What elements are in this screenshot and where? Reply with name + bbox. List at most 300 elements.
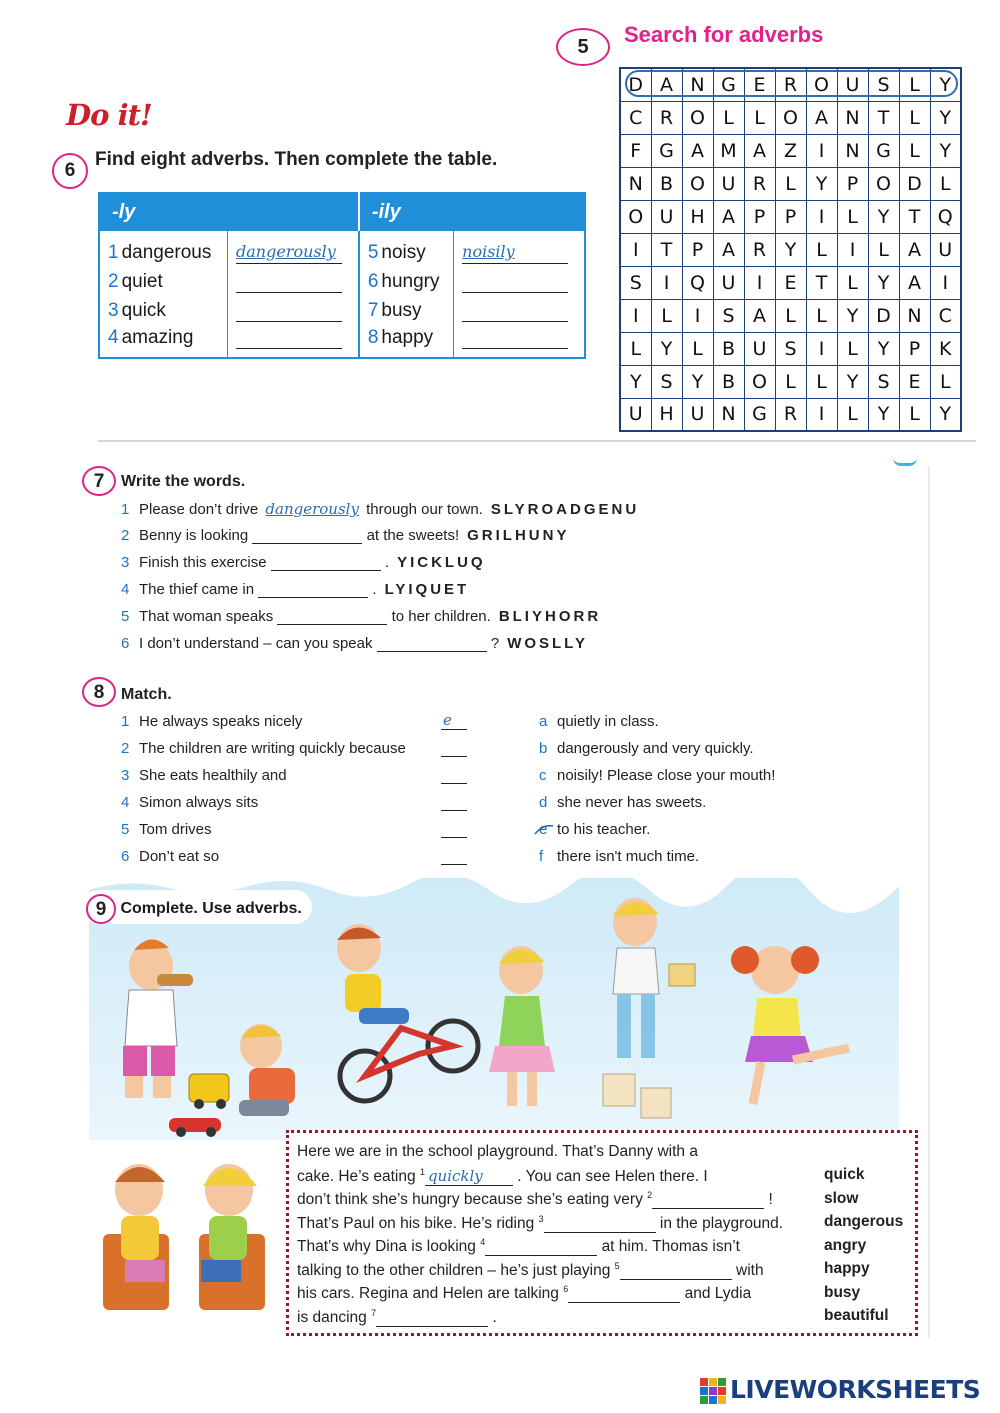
wordsearch-cell[interactable]: U xyxy=(744,332,775,365)
word-bank-item: angry xyxy=(824,1236,867,1254)
wordsearch-cell[interactable]: I xyxy=(806,134,837,167)
wordsearch-cell[interactable]: L xyxy=(806,299,837,332)
match-left-item xyxy=(121,713,302,730)
wordsearch-cell[interactable]: L xyxy=(930,167,961,200)
wordsearch-cell[interactable]: U xyxy=(713,266,744,299)
wordsearch-cell[interactable]: U xyxy=(620,398,651,431)
match-answer-input[interactable] xyxy=(441,768,467,784)
wordsearch-row xyxy=(620,101,961,134)
sentence-end: dangerously and very quickly. xyxy=(557,740,754,757)
scrambled-word: SLYROADGENU xyxy=(490,501,640,518)
answer-input[interactable] xyxy=(252,528,362,544)
page-corner-decoration xyxy=(893,458,917,466)
scrambled-word: BLIYHORR xyxy=(498,608,602,625)
wordsearch-cell[interactable]: E xyxy=(744,68,775,101)
adverb-table-row xyxy=(99,325,585,358)
exercise-7-title: Write the words. xyxy=(121,473,246,490)
word-bank-item: beautiful xyxy=(824,1307,889,1324)
wordsearch-cell[interactable]: Y xyxy=(868,266,899,299)
wordsearch-cell[interactable]: Y xyxy=(930,134,961,167)
wordsearch-cell[interactable]: L xyxy=(620,332,651,365)
item-number: 6 xyxy=(121,635,130,652)
wordsearch-cell[interactable]: L xyxy=(651,299,682,332)
wordsearch-cell[interactable]: I xyxy=(651,266,682,299)
adjective: dangerous xyxy=(121,242,212,263)
wordsearch-cell[interactable]: T xyxy=(806,266,837,299)
item-number: 6 xyxy=(367,270,379,292)
adjective-cell xyxy=(359,296,454,325)
wordsearch-cell[interactable]: I xyxy=(806,200,837,233)
word-bank-item: quick xyxy=(824,1166,865,1183)
story-text: That’s why Dina is looking xyxy=(297,1238,476,1256)
sentence-end: to her children. xyxy=(391,608,491,625)
adverb-table xyxy=(98,192,586,359)
match-left-item xyxy=(121,821,212,838)
answer-input[interactable] xyxy=(236,271,342,293)
sentence-start: Finish this exercise xyxy=(139,554,267,571)
sentence-start: The thief came in xyxy=(139,581,255,598)
wordsearch-cell[interactable]: G xyxy=(744,398,775,431)
adjective-cell xyxy=(99,296,228,325)
wordsearch-cell[interactable]: R xyxy=(775,398,806,431)
wordsearch-title: Search for adverbs xyxy=(624,22,824,47)
wordsearch-cell[interactable]: Y xyxy=(806,167,837,200)
wordsearch-row xyxy=(620,200,961,233)
wordsearch-cell[interactable]: N xyxy=(837,101,868,134)
wordsearch-cell[interactable]: A xyxy=(899,233,930,266)
wordsearch-cell[interactable]: I xyxy=(837,233,868,266)
item-letter: d xyxy=(539,794,548,811)
adjective-cell xyxy=(359,231,454,267)
wordsearch-cell[interactable]: O xyxy=(806,68,837,101)
wordsearch-cell[interactable]: S xyxy=(775,332,806,365)
gap-answer-input[interactable] xyxy=(544,1217,656,1233)
item-letter: b xyxy=(539,740,548,757)
match-answer-input[interactable] xyxy=(441,795,467,811)
gap-number: 1 xyxy=(419,1166,425,1177)
wordsearch-grid[interactable] xyxy=(619,67,962,432)
wordsearch-cell[interactable]: N xyxy=(837,134,868,167)
wordsearch-cell[interactable]: M xyxy=(713,134,744,167)
sentence-start: Tom drives xyxy=(139,821,212,838)
wordsearch-cell[interactable]: L xyxy=(775,167,806,200)
story-text: talking to the other children – he’s just playing xyxy=(297,1261,611,1279)
story-text: . xyxy=(492,1308,497,1326)
match-answer-input[interactable] xyxy=(441,849,467,865)
wordsearch-cell[interactable]: L xyxy=(899,134,930,167)
story-line xyxy=(297,1284,751,1303)
wordsearch-cell[interactable]: L xyxy=(713,101,744,134)
item-number: 2 xyxy=(121,740,130,757)
wordsearch-cell[interactable]: G xyxy=(868,134,899,167)
scrambled-word: GRILHUNY xyxy=(467,527,570,544)
story-text: his cars. Regina and Helen are talking xyxy=(297,1285,559,1303)
match-answer-text: e xyxy=(443,711,452,729)
word-bank-item: dangerous xyxy=(824,1213,904,1230)
wordsearch-cell[interactable]: L xyxy=(682,332,713,365)
wordsearch-cell[interactable]: I xyxy=(620,299,651,332)
story-line xyxy=(297,1214,783,1233)
wordsearch-cell[interactable]: U xyxy=(682,398,713,431)
answer-input[interactable] xyxy=(236,300,342,322)
answer-input[interactable]: noisily xyxy=(462,242,568,264)
wordsearch-cell[interactable]: O xyxy=(775,101,806,134)
wordsearch-cell[interactable]: S xyxy=(868,68,899,101)
adjective: hungry xyxy=(381,270,440,292)
item-number: 7 xyxy=(367,299,379,321)
wordsearch-cell[interactable]: B xyxy=(713,332,744,365)
write-words-item xyxy=(121,500,639,518)
answer-input[interactable] xyxy=(236,327,342,349)
adjective: happy xyxy=(381,327,434,348)
wordsearch-cell[interactable]: H xyxy=(651,398,682,431)
match-answer-input[interactable] xyxy=(441,741,467,757)
gap-number: 2 xyxy=(647,1190,653,1200)
wordsearch-cell[interactable]: N xyxy=(682,68,713,101)
match-right-item xyxy=(539,848,699,865)
wordsearch-cell[interactable]: Y xyxy=(837,299,868,332)
wordsearch-cell[interactable]: N xyxy=(620,167,651,200)
exercise-9-title: Complete. Use adverbs. xyxy=(120,900,302,917)
ily-column-header: -ily xyxy=(359,193,585,231)
answer-input[interactable]: dangerously xyxy=(265,500,359,518)
gap-number: 3 xyxy=(538,1213,544,1224)
gap-number: 6 xyxy=(563,1284,569,1294)
adjective: amazing xyxy=(121,327,194,348)
wordsearch-cell[interactable]: L xyxy=(775,299,806,332)
wordsearch-cell[interactable]: A xyxy=(744,299,775,332)
exercise-7-number: 7 xyxy=(82,466,116,496)
wordsearch-cell[interactable]: U xyxy=(930,233,961,266)
wordsearch-cell[interactable]: O xyxy=(682,101,713,134)
wordsearch-cell[interactable]: B xyxy=(713,365,744,398)
item-letter: c xyxy=(539,767,547,784)
answer-cell xyxy=(454,267,585,296)
wordsearch-cell[interactable]: S xyxy=(620,266,651,299)
match-left-item xyxy=(121,767,287,784)
wordsearch-cell[interactable]: P xyxy=(775,200,806,233)
wordsearch-cell[interactable]: R xyxy=(651,101,682,134)
wordsearch-cell[interactable]: S xyxy=(713,299,744,332)
item-number: 4 xyxy=(121,794,130,811)
match-right-item xyxy=(539,794,706,811)
wordsearch-cell[interactable]: L xyxy=(899,398,930,431)
wordsearch-cell[interactable]: O xyxy=(868,167,899,200)
wordsearch-cell[interactable]: P xyxy=(682,233,713,266)
item-letter: e xyxy=(539,821,548,838)
wordsearch-cell[interactable]: T xyxy=(899,200,930,233)
item-number: 5 xyxy=(121,608,130,625)
wordsearch-row xyxy=(620,134,961,167)
adjective-cell xyxy=(359,267,454,296)
sentence-start: Benny is looking xyxy=(139,527,249,544)
word-bank-item: slow xyxy=(824,1189,859,1207)
wordsearch-cell[interactable]: L xyxy=(775,365,806,398)
sentence-end: at the sweets! xyxy=(366,527,460,544)
wordsearch-row xyxy=(620,398,961,431)
answer-cell xyxy=(228,325,359,358)
gap-answer-input[interactable] xyxy=(652,1193,764,1209)
wordsearch-cell[interactable]: L xyxy=(930,365,961,398)
wordsearch-cell[interactable]: I xyxy=(682,299,713,332)
sentence-end: there isn't much time. xyxy=(557,848,700,865)
wordsearch-cell[interactable]: T xyxy=(651,233,682,266)
scrambled-word: LYIQUET xyxy=(384,581,470,598)
exercise-8-number: 8 xyxy=(82,677,116,707)
wordsearch-cell[interactable]: Q xyxy=(682,266,713,299)
sentence-start: Simon always sits xyxy=(139,794,259,811)
wordsearch-cell[interactable]: Y xyxy=(620,365,651,398)
wordsearch-cell[interactable]: O xyxy=(682,167,713,200)
wordsearch-row xyxy=(620,332,961,365)
sentence-start: That woman speaks xyxy=(139,608,274,625)
exercise-5-number: 5 xyxy=(556,28,610,66)
wordsearch-cell[interactable]: Y xyxy=(930,68,961,101)
answer-cell xyxy=(228,231,359,267)
wordsearch-cell[interactable]: Q xyxy=(930,200,961,233)
adjective: noisy xyxy=(381,242,426,263)
wordsearch-cell[interactable]: G xyxy=(651,134,682,167)
two-girls-talking-illustration xyxy=(89,1148,279,1338)
answer-cell xyxy=(454,231,585,267)
story-text: at him. Thomas isn’t xyxy=(601,1238,740,1256)
match-left-item xyxy=(121,794,258,811)
story-text: in the playground. xyxy=(659,1214,784,1232)
answer-input[interactable]: dangerously xyxy=(236,242,342,264)
item-number: 4 xyxy=(121,581,130,598)
wordsearch-cell[interactable]: U xyxy=(651,200,682,233)
exercise-8-title: Match. xyxy=(121,686,172,703)
sentence-end: quietly in class. xyxy=(557,713,659,730)
gap-number: 7 xyxy=(371,1307,377,1318)
wordsearch-cell[interactable]: L xyxy=(744,101,775,134)
answer-input[interactable] xyxy=(377,636,487,652)
wordsearch-cell[interactable]: I xyxy=(806,398,837,431)
item-number: 8 xyxy=(367,327,379,348)
answer-cell xyxy=(228,296,359,325)
match-right-item xyxy=(539,740,754,757)
adjective: quick xyxy=(121,299,166,321)
sentence-start: He always speaks nicely xyxy=(139,713,303,730)
ly-column-header: -ly xyxy=(99,193,359,231)
wordsearch-cell[interactable]: N xyxy=(899,299,930,332)
wordsearch-row xyxy=(620,167,961,200)
wordsearch-cell[interactable]: A xyxy=(806,101,837,134)
wordsearch-cell[interactable]: D xyxy=(899,167,930,200)
adverb-table-row xyxy=(99,296,585,325)
wordsearch-cell[interactable]: E xyxy=(775,266,806,299)
wordsearch-cell[interactable]: D xyxy=(868,299,899,332)
wordsearch-cell[interactable]: Y xyxy=(868,332,899,365)
wordsearch-cell[interactable]: T xyxy=(868,101,899,134)
sentence-start: The children are writing quickly because xyxy=(139,740,406,757)
answer-input[interactable] xyxy=(462,327,568,349)
wordsearch-cell[interactable]: Y xyxy=(837,365,868,398)
wordsearch-cell[interactable]: L xyxy=(899,101,930,134)
adjective-cell xyxy=(359,325,454,358)
wordsearch-cell[interactable]: A xyxy=(899,266,930,299)
match-answer-input[interactable] xyxy=(441,822,467,838)
wordsearch-cell[interactable]: L xyxy=(806,233,837,266)
answer-input[interactable] xyxy=(462,271,568,293)
story-text: . You can see Helen there. I xyxy=(517,1167,708,1185)
wordsearch-cell[interactable]: Y xyxy=(651,332,682,365)
wordsearch-cell[interactable]: Y xyxy=(930,398,961,431)
story-text: That’s Paul on his bike. He’s riding xyxy=(297,1214,535,1232)
item-number: 1 xyxy=(121,713,130,730)
wordsearch-cell[interactable]: C xyxy=(620,101,651,134)
story-text: ! xyxy=(768,1191,773,1209)
wordsearch-cell[interactable]: Y xyxy=(868,200,899,233)
sentence-start: Please don’t drive xyxy=(139,501,259,518)
story-text: is dancing xyxy=(297,1308,367,1326)
wordsearch-cell[interactable]: L xyxy=(806,365,837,398)
wordsearch-cell[interactable]: B xyxy=(651,167,682,200)
story-text: and Lydia xyxy=(684,1285,752,1303)
wordsearch-cell[interactable]: L xyxy=(837,398,868,431)
adjective-cell xyxy=(99,325,228,358)
item-number: 1 xyxy=(108,242,119,263)
match-right-item xyxy=(539,821,650,838)
exercise-6-number: 6 xyxy=(52,153,88,189)
wordsearch-row xyxy=(620,68,961,101)
wordsearch-cell[interactable]: O xyxy=(620,200,651,233)
wordsearch-cell[interactable]: F xyxy=(620,134,651,167)
scrambled-word: YICKLUQ xyxy=(397,554,486,571)
item-number: 2 xyxy=(121,527,130,544)
wordsearch-cell[interactable]: L xyxy=(837,200,868,233)
answer-cell xyxy=(228,267,359,296)
write-words-item xyxy=(121,554,486,571)
wordsearch-cell[interactable]: L xyxy=(837,332,868,365)
sentence-end: . xyxy=(384,554,390,571)
item-letter: a xyxy=(539,713,548,730)
wordsearch-cell[interactable]: O xyxy=(744,365,775,398)
answer-input[interactable] xyxy=(271,555,381,571)
wordsearch-cell[interactable]: R xyxy=(775,68,806,101)
story-text: with xyxy=(736,1261,764,1279)
wordsearch-cell[interactable]: Y xyxy=(775,233,806,266)
liveworksheets-logo-icon xyxy=(700,1376,728,1406)
adverb-table-row xyxy=(99,231,585,267)
item-number: 5 xyxy=(121,821,130,838)
wordsearch-cell[interactable]: U xyxy=(713,167,744,200)
wordsearch-cell[interactable]: Y xyxy=(930,101,961,134)
story-text: don’t think she’s hungry because she’s eating very xyxy=(297,1191,643,1209)
wordsearch-cell[interactable]: S xyxy=(868,365,899,398)
sentence-start: She eats healthily and xyxy=(139,767,287,784)
write-words-item xyxy=(121,635,588,652)
item-letter: f xyxy=(539,848,544,865)
wordsearch-cell[interactable]: U xyxy=(837,68,868,101)
wordsearch-cell[interactable]: L xyxy=(837,266,868,299)
wordsearch-cell[interactable]: P xyxy=(744,200,775,233)
answer-input[interactable] xyxy=(258,582,368,598)
gap-answer-input[interactable]: quickly xyxy=(425,1167,513,1186)
wordsearch-cell[interactable]: A xyxy=(713,200,744,233)
match-right-item xyxy=(539,713,659,730)
wordsearch-cell[interactable]: I xyxy=(930,266,961,299)
wordsearch-cell[interactable]: L xyxy=(899,68,930,101)
wordsearch-cell[interactable]: L xyxy=(868,233,899,266)
answer-input[interactable] xyxy=(277,609,387,625)
story-line xyxy=(297,1167,708,1186)
wordsearch-row xyxy=(620,266,961,299)
gap-number: 4 xyxy=(480,1237,486,1247)
sentence-start: I don’t understand – can you speak xyxy=(139,635,373,652)
match-tick-mark xyxy=(533,822,555,838)
wordsearch-cell[interactable]: K xyxy=(930,332,961,365)
adjective: quiet xyxy=(121,270,163,292)
wordsearch-cell[interactable]: E xyxy=(899,365,930,398)
wordsearch-cell[interactable]: A xyxy=(744,134,775,167)
adjective: busy xyxy=(381,299,422,321)
item-number: 3 xyxy=(108,299,119,321)
wordsearch-cell[interactable]: R xyxy=(744,167,775,200)
wordsearch-cell[interactable]: S xyxy=(651,365,682,398)
item-number: 2 xyxy=(108,270,119,292)
wordsearch-cell[interactable]: Y xyxy=(868,398,899,431)
answer-input[interactable] xyxy=(462,300,568,322)
write-words-item xyxy=(121,581,469,598)
gap-answer-input[interactable] xyxy=(376,1311,488,1327)
match-left-item xyxy=(121,848,219,865)
wordsearch-cell[interactable]: A xyxy=(651,68,682,101)
wordsearch-cell[interactable]: P xyxy=(837,167,868,200)
sentence-end: to his teacher. xyxy=(557,821,651,838)
word-bank-item: happy xyxy=(824,1260,870,1277)
story-line xyxy=(297,1308,497,1327)
sentence-start: Don’t eat so xyxy=(139,848,220,865)
wordsearch-cell[interactable]: D xyxy=(620,68,651,101)
exercise-6-instruction: Find eight adverbs. Then complete the table. xyxy=(95,149,498,170)
wordsearch-cell[interactable]: Z xyxy=(775,134,806,167)
wordsearch-cell[interactable]: N xyxy=(713,398,744,431)
story-text: Here we are in the school playground. That’s Danny with a xyxy=(297,1143,698,1160)
match-right-item xyxy=(539,767,775,784)
item-number: 3 xyxy=(121,767,130,784)
gap-answer-input[interactable] xyxy=(485,1240,597,1256)
answer-cell xyxy=(454,296,585,325)
item-number: 6 xyxy=(121,848,130,865)
story-line xyxy=(297,1143,698,1161)
wordsearch-cell[interactable]: R xyxy=(744,233,775,266)
story-line xyxy=(297,1261,764,1280)
wordsearch-cell[interactable]: I xyxy=(620,233,651,266)
sentence-end: noisily! Please close your mouth! xyxy=(557,767,776,784)
section-divider xyxy=(98,440,976,442)
wordsearch-cell[interactable]: P xyxy=(899,332,930,365)
exercise-9-label xyxy=(82,890,312,924)
wordsearch-cell[interactable]: Y xyxy=(682,365,713,398)
wordsearch-cell[interactable]: H xyxy=(682,200,713,233)
answer-cell xyxy=(454,325,585,358)
sentence-end: ? xyxy=(490,635,500,652)
story-text-box xyxy=(286,1130,918,1336)
adverb-table-row xyxy=(99,267,585,296)
wordsearch-row xyxy=(620,299,961,332)
gap-answer-input[interactable] xyxy=(568,1287,680,1303)
gap-answer-input[interactable] xyxy=(620,1264,732,1280)
wordsearch-row xyxy=(620,233,961,266)
wordsearch-cell[interactable]: G xyxy=(713,68,744,101)
word-bank-item: busy xyxy=(824,1283,861,1301)
wordsearch-cell[interactable]: I xyxy=(744,266,775,299)
wordsearch-cell[interactable]: A xyxy=(682,134,713,167)
wordsearch-cell[interactable]: C xyxy=(930,299,961,332)
wordsearch-cell[interactable]: I xyxy=(806,332,837,365)
wordsearch-cell[interactable]: A xyxy=(713,233,744,266)
